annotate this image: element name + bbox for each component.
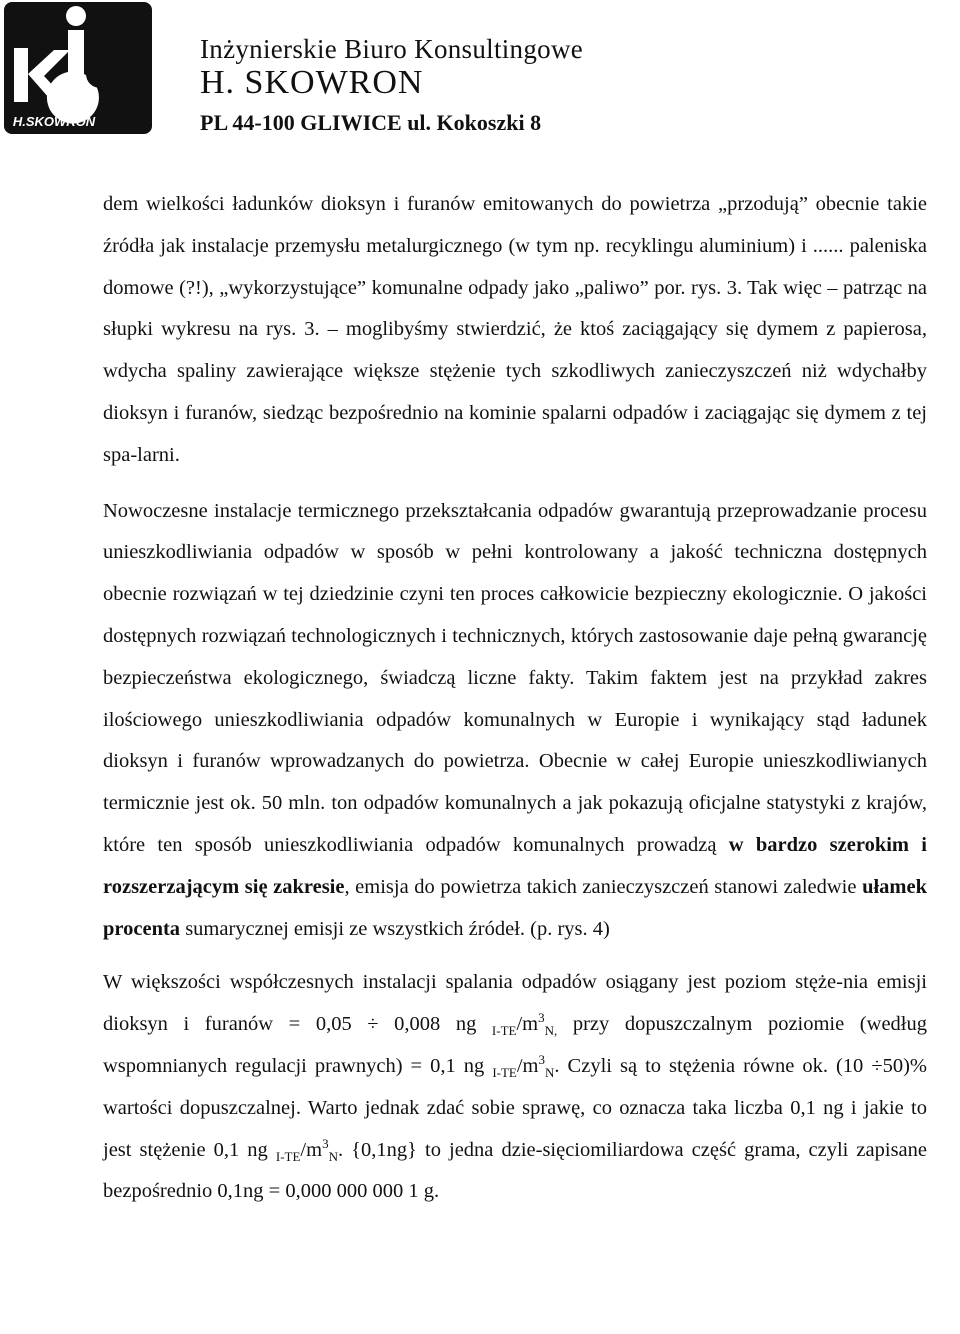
p3-sub3: I-TE [492,1065,517,1081]
logo-text: H.SKOWRON [12,114,96,129]
p3-t1: W większości współczesnych instalacji spalania odpadów osiągany jest poziom stęże-nia emisji dioksyn i furanów = 0,05 ÷ 0,008 ng [103,971,927,1036]
company-address: PL 44-100 GLIWICE ul. Kokoszki 8 [200,110,542,135]
company-logo [4,2,172,134]
p3-t2: /m [516,1013,539,1036]
p3-t6: /m [300,1138,323,1161]
p3-t3: przy dopuszczalnym poziomie (według wspomnianych regulacji prawnych) = 0,1 ng [103,1013,927,1077]
p2-bold-1: w bardzo szerokim i rozszerzającym się zakresie [103,833,927,898]
company-line2: H. SKOWRON [200,64,424,101]
p3-sub5: I-TE [275,1148,301,1164]
p3-sub1: I-TE [491,1023,517,1039]
p3-sub2: N, [544,1023,558,1039]
p3-sup2: 3 [538,1052,546,1068]
page-header [0,0,960,140]
p3-t7: . {0,1ng} to jedna dzie-sięciomiliardowa część grama, czyli zapisane bezpośrednio 0,1ng = 0,000 000 000 1 g. [103,1138,927,1203]
document-body [103,184,927,1213]
p3-t4: /m [516,1054,539,1077]
paragraph-3 [103,962,927,1213]
p3-sub4: N [545,1065,555,1081]
paragraph-1: dem wielkości ładunków dioksyn i furanów emitowanych do powietrza „przodują” obecnie takie źródła jak instalacje przemysłu metalurgicznego (w tym np. recyklingu aluminium) i ...... paleniska domowe (?!), „wykorzystujące” komunalne odpady jako „paliwo” por. rys. 3. Tak więc – patrząc na słupki wykresu na rys. 3. – moglibyśmy stwierdzić, że ktoś zaciągający się dymem z papierosa, wdycha spaliny zawierające większe stężenie tych szkodliwych zanieczyszczeń niż wdychałby dioksyn i furanów, siedząc bezpośrednio na kominie spalarni odpadów i zaciągając się dymem z tej spa-larni. [103,193,927,466]
p3-sup1: 3 [538,1010,545,1026]
paragraph-2 [103,491,927,951]
p2-bold-2: ułamek procenta [103,875,927,940]
company-line1: Inżynierskie Biuro Konsultingowe [200,34,584,64]
p3-t5: . Czyli są to stężenia równe ok. (10 ÷50)% wartości dopuszczalnej. Warto jednak zdać sobie sprawę, co oznacza taka liczba 0,1 ng i jakie to jest stężenie 0,1 ng [103,1054,927,1161]
p2-text-b: , emisja do powietrza takich zanieczyszczeń stanowi zaledwie [344,875,863,898]
p2-text-c: sumarycznej emisji ze wszystkich źródeł. (p. rys. 4) [180,917,610,940]
p2-text-a: Nowoczesne instalacje termicznego przekształcania odpadów gwarantują przeprowadzanie procesu unieszkodliwiania odpadów w sposób w pełni kontrolowany a jakość techniczna dostępnych obecnie rozwiązań w tej dziedzinie czyni ten proces całkowicie bezpieczny ekologicznie. O jakości dostępnych rozwiązań technologicznych i technicznych, których zastosowanie daje pełną gwarancję bezpieczeństwa ekologicznego, świadczą liczne fakty. Takim faktem jest na przykład zakres ilościowego unieszkodliwiania odpadów komunalnych w Europie i wynikający stąd ładunek dioksyn i furanów wprowadzanych do powietrza. Obecnie w całej Europie unieszkodliwianych termicznie jest ok. 50 mln. ton odpadów komunalnych a jak pokazują oficjalne statystyki z krajów, które ten sposób unieszkodliwiania odpadów komunalnych prowadzą [103,499,927,856]
p3-sub6: N [328,1148,338,1164]
company-block [200,33,583,143]
p3-sup3: 3 [322,1135,329,1151]
